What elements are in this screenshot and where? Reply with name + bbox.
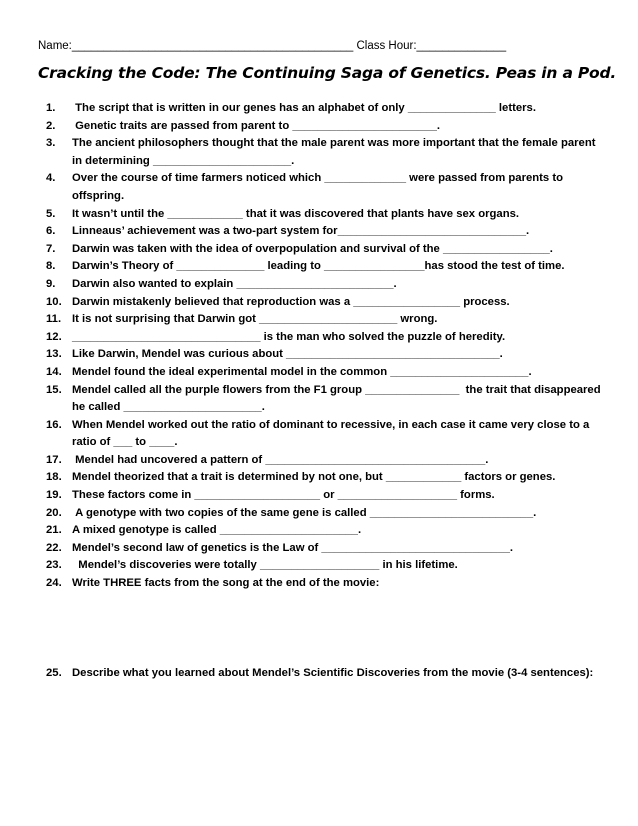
question-number: 19. [46, 489, 62, 502]
question-item [46, 346, 606, 364]
question-text: Darwin also wanted to explain _________________________. [72, 277, 397, 290]
question-text: Mendel’s second law of genetics is the Law of ______________________________. [72, 541, 514, 554]
question-number: 20. [46, 506, 62, 519]
question-number: 14. [46, 365, 62, 378]
question-text: The script that is written in our genes has an alphabet of only ______________ letters. [72, 102, 536, 114]
question-number: 13. [46, 348, 62, 361]
question-item [46, 100, 606, 118]
question-text: Write THREE facts from the song at the end of the movie: [72, 577, 380, 590]
question-item [46, 206, 606, 224]
question-item [46, 170, 606, 205]
question-item [46, 135, 606, 170]
question-number: 16. [46, 418, 62, 431]
question-number: 22. [46, 541, 62, 554]
question-item [46, 417, 606, 452]
question-number: 2. [46, 119, 56, 132]
question-item [46, 294, 606, 312]
question-number: 10. [46, 295, 62, 308]
question-number: 15. [46, 383, 62, 396]
question-number: 6. [46, 225, 56, 238]
question-text: Darwin was taken with the idea of overpopulation and survival of the _________________. [72, 242, 553, 255]
question-item [46, 311, 606, 329]
question-number: 5. [46, 207, 56, 220]
question-number: 4. [46, 172, 56, 185]
question-item [46, 364, 606, 382]
worksheet-title: Cracking the Code: The Continuing Saga of Genetics. Peas in a Pod. [38, 64, 617, 82]
question-text: It wasn’t until the ____________ that it was discovered that plants have sex organs. [72, 207, 520, 220]
question-text: These factors come in ____________________ or ___________________ forms. [72, 489, 495, 502]
question-number: 21. [46, 524, 62, 537]
question-item [46, 575, 606, 593]
question-text: Darwin’s Theory of ______________ leading to ________________has stood the test of time. [72, 260, 565, 273]
question-item [46, 223, 606, 241]
question-item [46, 522, 606, 540]
question-item [46, 258, 606, 276]
question-number: 12. [46, 330, 62, 343]
question-text: Linneaus’ achievement was a two-part system for______________________________. [72, 225, 530, 238]
question-number: 8. [46, 260, 56, 273]
question-item [46, 487, 606, 505]
question-item [46, 452, 606, 470]
question-number: 9. [46, 277, 56, 290]
question-number: 23. [46, 559, 62, 572]
question-text: Over the course of time farmers noticed which _____________ were passed from parents to offspring. [72, 172, 567, 202]
question-item [46, 241, 606, 259]
question-text: Like Darwin, Mendel was curious about __________________________________. [72, 348, 503, 361]
question-text: ______________________________ is the man who solved the puzzle of heredity. [72, 330, 506, 343]
question-text: Mendel had uncovered a pattern of ___________________________________. [72, 453, 489, 466]
question-text: Mendel found the ideal experimental model in the common ______________________. [72, 365, 532, 378]
question-text: The ancient philosophers thought that the male parent was more important that the female parent in determining ______________________. [72, 137, 599, 167]
name-class-hour-line: Name:____________________________________________ Class Hour:______________ [38, 40, 507, 52]
question-item [46, 469, 606, 487]
question-list [46, 100, 606, 682]
question-number: 3. [46, 137, 56, 150]
question-text: A mixed genotype is called ______________________. [72, 524, 362, 537]
question-item [46, 382, 606, 417]
question-item [46, 118, 606, 136]
question-item [46, 276, 606, 294]
question-text: Genetic traits are passed from parent to _______________________. [72, 119, 441, 132]
question-text: Mendel’s discoveries were totally ___________________ in his lifetime. [72, 559, 458, 572]
question-text: When Mendel worked out the ratio of dominant to recessive, in each case it came very close to a ratio of ___ to ____. [72, 418, 593, 449]
question-number: 11. [46, 313, 62, 326]
question-number: 17. [46, 453, 62, 466]
question-item [46, 505, 606, 523]
question-number: 25. [46, 666, 62, 679]
question-item [46, 665, 606, 683]
question-text: Darwin mistakenly believed that reproduction was a _________________ process. [72, 295, 510, 308]
question-item [46, 329, 606, 347]
question-text: A genotype with two copies of the same gene is called __________________________. [72, 506, 537, 519]
question-number: 18. [46, 471, 62, 484]
question-item [46, 557, 606, 575]
question-number: 1. [46, 102, 56, 114]
answer-space [46, 593, 606, 665]
question-text: It is not surprising that Darwin got ______________________ wrong. [72, 313, 438, 326]
question-text: Mendel theorized that a trait is determined by not one, but ____________ factors or genes. [72, 471, 556, 484]
question-text: Mendel called all the purple flowers from the F1 group _______________ the trait that disappeared he called ______________________. [72, 383, 604, 414]
question-text: Describe what you learned about Mendel’s Scientific Discoveries from the movie (3-4 sentences): [72, 666, 594, 679]
question-number: 24. [46, 577, 62, 590]
question-item [46, 540, 606, 558]
question-number: 7. [46, 242, 56, 255]
